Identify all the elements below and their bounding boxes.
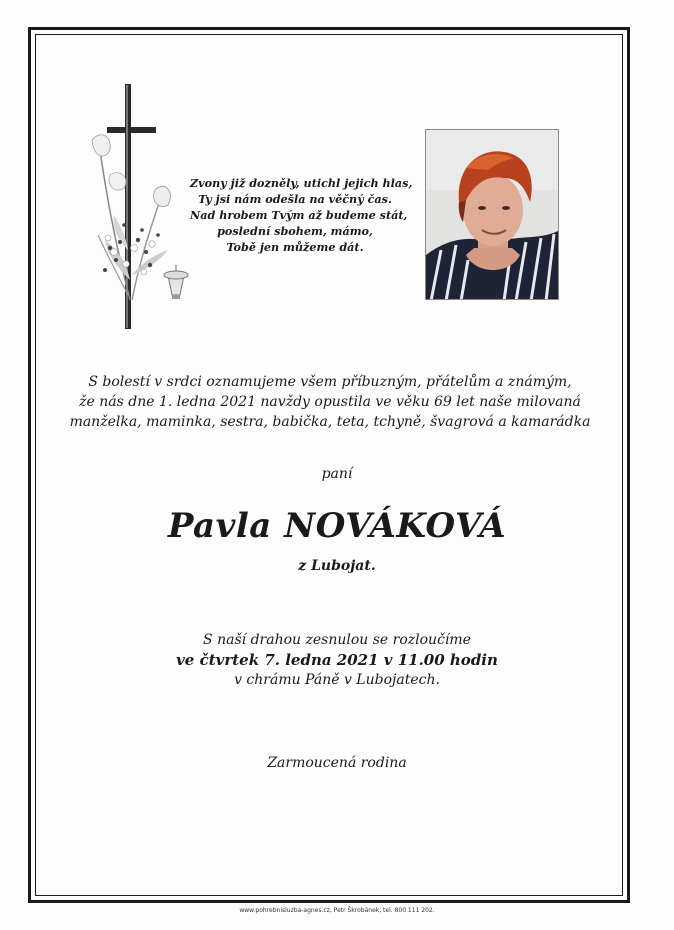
deceased-origin: z Lubojat. [298, 558, 376, 574]
ceremony-info [0, 630, 674, 690]
announcement-text [60, 372, 600, 432]
family-signature: Zarmoucená rodina [267, 755, 407, 771]
verse-line: Ty jsi nám odešla na věčný čas. [198, 192, 392, 206]
verse-line: Nad hrobem Tvým až budeme stát, [190, 208, 408, 222]
ceremony-intro: S naší drahou zesnulou se rozloučíme [203, 632, 471, 648]
announcement-line: že nás dne 1. ledna 2021 navždy opustila ve věku 69 let naše milovaná [79, 394, 581, 410]
memorial-verse [190, 175, 413, 255]
portrait-photo [425, 129, 559, 300]
verse-line: Zvony již dozněly, utichl jejich hlas, [190, 176, 413, 190]
deceased-name: Pavla NOVÁKOVÁ [167, 506, 507, 546]
announcement-line: S bolestí v srdci oznamujeme všem příbuzným, přátelům a známým, [88, 374, 572, 390]
ceremony-datetime: ve čtvrtek 7. ledna 2021 v 11.00 hodin [176, 651, 498, 669]
announcement-line: manželka, maminka, sestra, babička, teta, tchyně, švagrová a kamarádka [69, 414, 591, 430]
verse-line: Tobě jen můžeme dát. [226, 240, 364, 254]
ceremony-location: v chrámu Páně v Lubojatech. [234, 672, 440, 688]
funeral-service-footer: www.pohrebnisluzba-agnes.cz, Petr Škrobánek, tel. 800 111 202. [239, 907, 435, 914]
verse-line: poslední sbohem, mámo, [217, 224, 373, 238]
honorific: paní [321, 466, 353, 482]
